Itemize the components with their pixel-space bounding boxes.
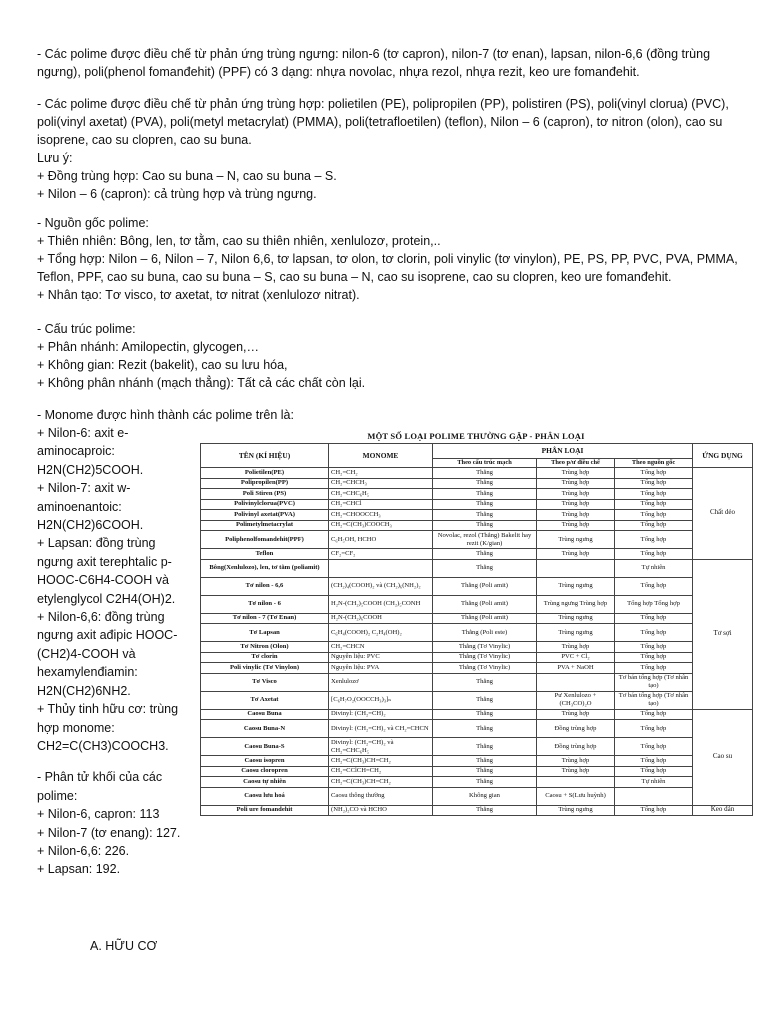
table-row <box>201 720 753 738</box>
left-column-line: ngưng axit ađipic HOOC- <box>37 628 178 643</box>
text-line: + Tổng hợp: Nilon – 6, Nilon – 7, Nilon 6,6, tơ lapsan, tơ olon, tơ clorin, poli vinylic (tơ vinylon), PE, PS, PP, PVC, PVA, PMMA, Teflon, PPF, cao su buna, cao su buna – S, cao su buna – N, cao su isoprene, cao su clopren, keo ure fomanđehit. <box>37 252 738 284</box>
text-line: + Phân nhánh: Amilopectin, glycogen,… <box>37 340 260 354</box>
polymer-name-cell: Polivinylclorua(PVC) <box>201 499 329 510</box>
table-row <box>201 478 753 489</box>
structure-cell: Thẳng <box>433 468 537 479</box>
polymer-name-cell: Tơ Axetat <box>201 691 329 709</box>
polymer-name-cell: Polimetylmetacrylat <box>201 520 329 531</box>
origin-cell: Tổng hợp <box>615 720 693 738</box>
monome-cell: C₆H₄(COOH)₂ C₂H₄(OH)₂ <box>329 624 433 642</box>
polymer-name-cell: Caosu Buna-S <box>201 738 329 756</box>
paragraph-polymer-origin <box>37 214 749 304</box>
polymer-name-cell: Tơ Visco <box>201 673 329 691</box>
left-column-line: + Thủy tinh hữu cơ: trùng <box>37 702 179 717</box>
monome-cell: Nguyên liệu: PVA <box>329 663 433 674</box>
preparation-cell: Trùng hợp <box>537 489 615 500</box>
paragraph-polymer-structure <box>37 320 749 392</box>
preparation-cell: Trùng ngưng <box>537 805 615 816</box>
polymer-name-cell: Caosu cloropren <box>201 766 329 777</box>
table-row <box>201 756 753 767</box>
polymer-name-cell: Caosu Buna-N <box>201 720 329 738</box>
header-preparation: Theo p/ư điều chế <box>537 459 615 468</box>
origin-cell: Tổng hợp <box>615 756 693 767</box>
polymer-name-cell: Polivinyl axetat(PVA) <box>201 510 329 521</box>
preparation-cell: Đồng trùng hợp <box>537 738 615 756</box>
preparation-cell: Trùng hợp <box>537 499 615 510</box>
table-title: MỘT SỐ LOẠI POLIME THƯỜNG GẶP - PHÂN LOẠI <box>367 431 585 441</box>
monome-cell: CH₂=CHOOCCH₃ <box>329 510 433 521</box>
left-column-line: HOOC-C6H4-COOH và <box>37 573 169 588</box>
left-column-line: + Nilon-6: axit e- <box>37 426 129 440</box>
preparation-cell: Trùng ngưng <box>537 577 615 595</box>
table-row <box>201 766 753 777</box>
preparation-cell: Trùng ngưng <box>537 613 615 624</box>
origin-cell: Tự nhiên <box>615 777 693 788</box>
structure-cell: Thẳng (Poli amit) <box>433 577 537 595</box>
preparation-cell: Trùng hợp <box>537 549 615 560</box>
origin-cell: Tổng hợp <box>615 577 693 595</box>
monome-cell: CF₂=CF₂ <box>329 549 433 560</box>
origin-cell: Tổng hợp <box>615 489 693 500</box>
left-column-line: + Lapsan: đồng trùng <box>37 536 156 551</box>
structure-cell: Thẳng <box>433 720 537 738</box>
origin-cell: Tổng hợp <box>615 766 693 777</box>
structure-cell: Thẳng (Poli amit) <box>433 595 537 613</box>
origin-cell: Tự nhiên <box>615 559 693 577</box>
left-column-line: CH2=C(CH3)COOCH3. <box>37 738 169 753</box>
preparation-cell: PVC + Cl₂ <box>537 652 615 663</box>
preparation-cell: Trùng hợp <box>537 468 615 479</box>
text-line: + Nilon – 6 (capron): cả trùng hợp và trùng ngưng. <box>37 187 317 201</box>
preparation-cell <box>537 777 615 788</box>
preparation-cell: Trùng hợp <box>537 756 615 767</box>
preparation-cell: Đồng trùng hợp <box>537 720 615 738</box>
polymer-name-cell: Tơ nilon - 6,6 <box>201 577 329 595</box>
origin-cell <box>615 787 693 805</box>
monome-cell: [C₆H₇O₂(OOCCH₃)₃]ₙ <box>329 691 433 709</box>
text-line: + Không phân nhánh (mạch thẳng): Tất cả các chất còn lại. <box>37 376 366 390</box>
header-name: TÊN (KÍ HIỆU) <box>201 444 329 468</box>
preparation-cell: PVA + NaOH <box>537 663 615 674</box>
table-row <box>201 531 753 549</box>
preparation-cell: Trùng hợp <box>537 642 615 653</box>
text-line: - Các polime được điều chế từ phản ứng trùng hợp: polietilen (PE), polipropilen (PP), polistiren (PS), poli(vinyl clorua) (PVC), poli(vinyl axetat) (PVA), poli(metyl metacrylat) (PMMA), poli(tetrafloetilen) (teflon), Nilon – 6 (capron), tơ nitron (olon), cao su isoprene, cao su clopren, cao su buna. <box>37 97 729 147</box>
header-origin: Theo nguồn gốc <box>615 459 693 468</box>
table-row <box>201 663 753 674</box>
application-cell: Chất dẻo <box>693 468 753 560</box>
polymer-name-cell: Tơ Lapsan <box>201 624 329 642</box>
origin-cell: Tổng hợp <box>615 652 693 663</box>
table-row <box>201 738 753 756</box>
left-column-line: - Phân tử khối của các <box>37 770 163 785</box>
text-line: + Nhân tạo: Tơ visco, tơ axetat, tơ nitrat (xenlulozơ nitrat). <box>37 288 360 302</box>
origin-cell: Tổng hợp <box>615 510 693 521</box>
monome-cell: CH₂=C(CH₃)COOCH₃ <box>329 520 433 531</box>
polymer-name-cell: Poliphenolfomandehit(PPF) <box>201 531 329 549</box>
structure-cell: Thẳng (Poli amit) <box>433 613 537 624</box>
preparation-cell: Caosu + S(Lưu huỳnh) <box>537 787 615 805</box>
text-line: + Không gian: Rezit (bakelit), cao su lưu hóa, <box>37 358 288 372</box>
monome-cell: Xenlulozơ <box>329 673 433 691</box>
section-footer: A. HỮU CƠ <box>90 939 158 953</box>
structure-cell: Thẳng <box>433 489 537 500</box>
preparation-cell: Pư Xenlulozo + (CH₃CO)₂O <box>537 691 615 709</box>
structure-cell: Thẳng <box>433 805 537 816</box>
text-line: Lưu ý: <box>37 151 73 165</box>
polymer-name-cell: Caosu lưu hoá <box>201 787 329 805</box>
structure-cell: Thẳng <box>433 673 537 691</box>
structure-cell: Thẳng (Tơ Vinylic) <box>433 652 537 663</box>
preparation-cell <box>537 559 615 577</box>
origin-cell: Tổng hợp <box>615 478 693 489</box>
structure-cell: Thẳng (Tơ Vinylic) <box>433 663 537 674</box>
monome-cell: H₂N-(CH₂)₆COOH <box>329 613 433 624</box>
monome-cell: Caosu thông thường <box>329 787 433 805</box>
monome-cell: Divinyl: (CH₂=CH)₂ <box>329 709 433 720</box>
table-row <box>201 805 753 816</box>
header-monome: MONOME <box>329 444 433 468</box>
left-column-line: + Nilon-7 (tơ enang): 127. <box>37 825 181 840</box>
polymer-name-cell: Polipropilen(PP) <box>201 478 329 489</box>
application-cell: Tơ sợi <box>693 559 753 709</box>
origin-cell: Tổng hợp Tổng hợp <box>615 595 693 613</box>
table-row <box>201 489 753 500</box>
left-column-line: polime: <box>37 788 78 803</box>
monome-cell: (NH₂)₂CO và HCHO <box>329 805 433 816</box>
polymer-name-cell: Tơ nilon - 7 (Tơ Enan) <box>201 613 329 624</box>
left-column-line: hợp monome: <box>37 720 115 735</box>
left-column-line: H2N(CH2)5COOH. <box>37 462 144 477</box>
structure-cell: Thẳng <box>433 549 537 560</box>
structure-cell: Thẳng <box>433 738 537 756</box>
monome-cell: CH₂=CH₂ <box>329 468 433 479</box>
preparation-cell: Trùng ngưng Trùng hợp <box>537 595 615 613</box>
monome-cell: CH₂=CHCH₃ <box>329 478 433 489</box>
origin-cell: Tổng hợp <box>615 499 693 510</box>
structure-cell: Thẳng <box>433 756 537 767</box>
origin-cell: Tổng hợp <box>615 520 693 531</box>
monome-list <box>37 424 197 879</box>
polymer-name-cell: Poli ure fomandehit <box>201 805 329 816</box>
structure-cell: Thẳng <box>433 559 537 577</box>
monome-cell: H₂N-(CH₂)₅COOH (CH₂)₅CONH <box>329 595 433 613</box>
table-row <box>201 595 753 613</box>
left-column-line: aminocaproic: <box>37 444 115 459</box>
left-column-line: etylenglycol C2H4(OH)2. <box>37 591 176 606</box>
structure-cell: Không gian <box>433 787 537 805</box>
text-line: - Nguồn gốc polime: <box>37 216 149 230</box>
origin-cell: Tổng hợp <box>615 613 693 624</box>
polymer-name-cell: Tơ clorin <box>201 652 329 663</box>
table-row <box>201 787 753 805</box>
application-cell: Cao su <box>693 709 753 805</box>
structure-cell: Novolac, rezol (Thẳng) Bakelit hay rezit (K/gian) <box>433 531 537 549</box>
left-column-line: aminoenantoic: <box>37 499 122 514</box>
polymer-name-cell: Poli vinylic (Tơ Vinylon) <box>201 663 329 674</box>
polymer-name-cell: Teflon <box>201 549 329 560</box>
origin-cell: Tổng hợp <box>615 663 693 674</box>
monome-cell <box>329 559 433 577</box>
table-row <box>201 613 753 624</box>
origin-cell: Tổng hợp <box>615 549 693 560</box>
polymer-table <box>200 443 753 816</box>
table-row <box>201 691 753 709</box>
left-column-line: H2N(CH2)6COOH. <box>37 518 144 533</box>
structure-cell: Thẳng <box>433 709 537 720</box>
structure-cell: Thẳng <box>433 691 537 709</box>
polymer-name-cell: Caosu Buna <box>201 709 329 720</box>
origin-cell: Tổng hợp <box>615 642 693 653</box>
table-row <box>201 652 753 663</box>
polymer-classification-table <box>200 430 752 816</box>
monome-cell: CH₂=C(CH₃)CH=CH₂ <box>329 756 433 767</box>
left-column-line: hexamylenđiamin: <box>37 665 138 680</box>
table-row <box>201 520 753 531</box>
monome-heading: - Monome được hình thành các polime trên là: <box>37 408 294 422</box>
paragraph-condensation-polymers <box>37 45 749 81</box>
origin-cell: Tơ bán tổng hợp (Tơ nhân tạo) <box>615 673 693 691</box>
monome-cell: CH₂=CHCN <box>329 642 433 653</box>
monome-cell: (CH₂)₄(COOH)₂ và (CH₂)₆(NH₂)₂ <box>329 577 433 595</box>
left-column-line: + Nilon-6,6: đồng trùng <box>37 610 165 625</box>
structure-cell: Thẳng (Tơ Vinylic) <box>433 642 537 653</box>
application-cell: Keo dán <box>693 805 753 816</box>
table-row <box>201 510 753 521</box>
preparation-cell: Trùng hợp <box>537 766 615 777</box>
monome-cell: Nguyên liệu: PVC <box>329 652 433 663</box>
polymer-name-cell: Tơ Nitron (Olon) <box>201 642 329 653</box>
origin-cell: Tổng hợp <box>615 709 693 720</box>
left-column-line: + Nilon-6, capron: 113 <box>37 807 160 822</box>
polymer-name-cell: Caosu tự nhiên <box>201 777 329 788</box>
table-row <box>201 709 753 720</box>
table-row <box>201 499 753 510</box>
preparation-cell <box>537 673 615 691</box>
header-application: ỨNG DỤNG <box>693 444 753 468</box>
origin-cell: Tơ bán tổng hợp (Tơ nhân tạo) <box>615 691 693 709</box>
header-classification: PHÂN LOẠI <box>433 444 693 459</box>
table-row <box>201 549 753 560</box>
paragraph-addition-polymers <box>37 95 749 203</box>
polymer-name-cell: Caosu isopren <box>201 756 329 767</box>
table-row <box>201 624 753 642</box>
polymer-name-cell: Tơ nilon - 6 <box>201 595 329 613</box>
left-column-line: + Nilon-6,6: 226. <box>37 843 130 858</box>
left-column-line: + Lapsan: 192. <box>37 862 121 877</box>
monome-cell: Divinyl: (CH₂=CH)₂ và CH₂=CHCN <box>329 720 433 738</box>
left-column-line: (CH2)4-COOH và <box>37 646 136 661</box>
table-row <box>201 577 753 595</box>
table-row <box>201 673 753 691</box>
left-column-line <box>37 755 197 768</box>
monome-cell: CH₂=CClCH=CH₂ <box>329 766 433 777</box>
table-row <box>201 642 753 653</box>
text-line: + Đồng trùng hợp: Cao su buna – N, cao su buna – S. <box>37 169 337 183</box>
structure-cell: Thẳng <box>433 520 537 531</box>
text-line: - Các polime được điều chế từ phản ứng trùng ngưng: nilon-6 (tơ capron), nilon-7 (tơ enan), lapsan, nilon-6,6 (đồng trùng ngưng), poli(phenol fomanđehit) (PPF) có 3 dạng: nhựa novolac, nhựa rezol, nhựa rezit, keo ure fomanđehit. <box>37 47 711 79</box>
preparation-cell: Trùng hợp <box>537 520 615 531</box>
structure-cell: Thẳng <box>433 777 537 788</box>
text-line: - Cấu trúc polime: <box>37 322 136 336</box>
table-body <box>201 468 753 816</box>
monome-cell: C₆H₅OH, HCHO <box>329 531 433 549</box>
monome-cell: CH₂=C(CH₃)CH=CH₂ <box>329 777 433 788</box>
polymer-name-cell: Bông(Xenlulozo), len, tơ tằm (poliamit) <box>201 559 329 577</box>
structure-cell: Thẳng <box>433 510 537 521</box>
origin-cell: Tổng hợp <box>615 624 693 642</box>
polymer-name-cell: Poli Stiren (PS) <box>201 489 329 500</box>
origin-cell: Tổng hợp <box>615 531 693 549</box>
origin-cell: Tổng hợp <box>615 468 693 479</box>
left-column-line: H2N(CH2)6NH2. <box>37 683 131 698</box>
left-column-line: ngưng axit terephtalic p- <box>37 554 172 569</box>
text-line: + Thiên nhiên: Bông, len, tơ tằm, cao su thiên nhiên, xenlulozơ, protein,.. <box>37 234 441 248</box>
origin-cell: Tổng hợp <box>615 805 693 816</box>
structure-cell: Thẳng (Poli este) <box>433 624 537 642</box>
monome-cell: Divinyl: (CH₂=CH)₂ và CH₂=CHC₆H₅ <box>329 738 433 756</box>
header-structure: Theo cấu trúc mạch <box>433 459 537 468</box>
structure-cell: Thẳng <box>433 766 537 777</box>
table-row <box>201 777 753 788</box>
monome-cell: CH₂=CHCl <box>329 499 433 510</box>
preparation-cell: Trùng hợp <box>537 709 615 720</box>
structure-cell: Thẳng <box>433 499 537 510</box>
preparation-cell: Trùng hợp <box>537 510 615 521</box>
table-row <box>201 559 753 577</box>
table-row <box>201 468 753 479</box>
structure-cell: Thẳng <box>433 478 537 489</box>
preparation-cell: Trùng ngưng <box>537 624 615 642</box>
origin-cell: Tổng hợp <box>615 738 693 756</box>
left-column-line: + Nilon-7: axit w- <box>37 481 131 496</box>
polymer-name-cell: Polietilen(PE) <box>201 468 329 479</box>
monome-cell: CH₂=CHC₆H₅ <box>329 489 433 500</box>
preparation-cell: Trùng hợp <box>537 478 615 489</box>
preparation-cell: Trùng ngưng <box>537 531 615 549</box>
